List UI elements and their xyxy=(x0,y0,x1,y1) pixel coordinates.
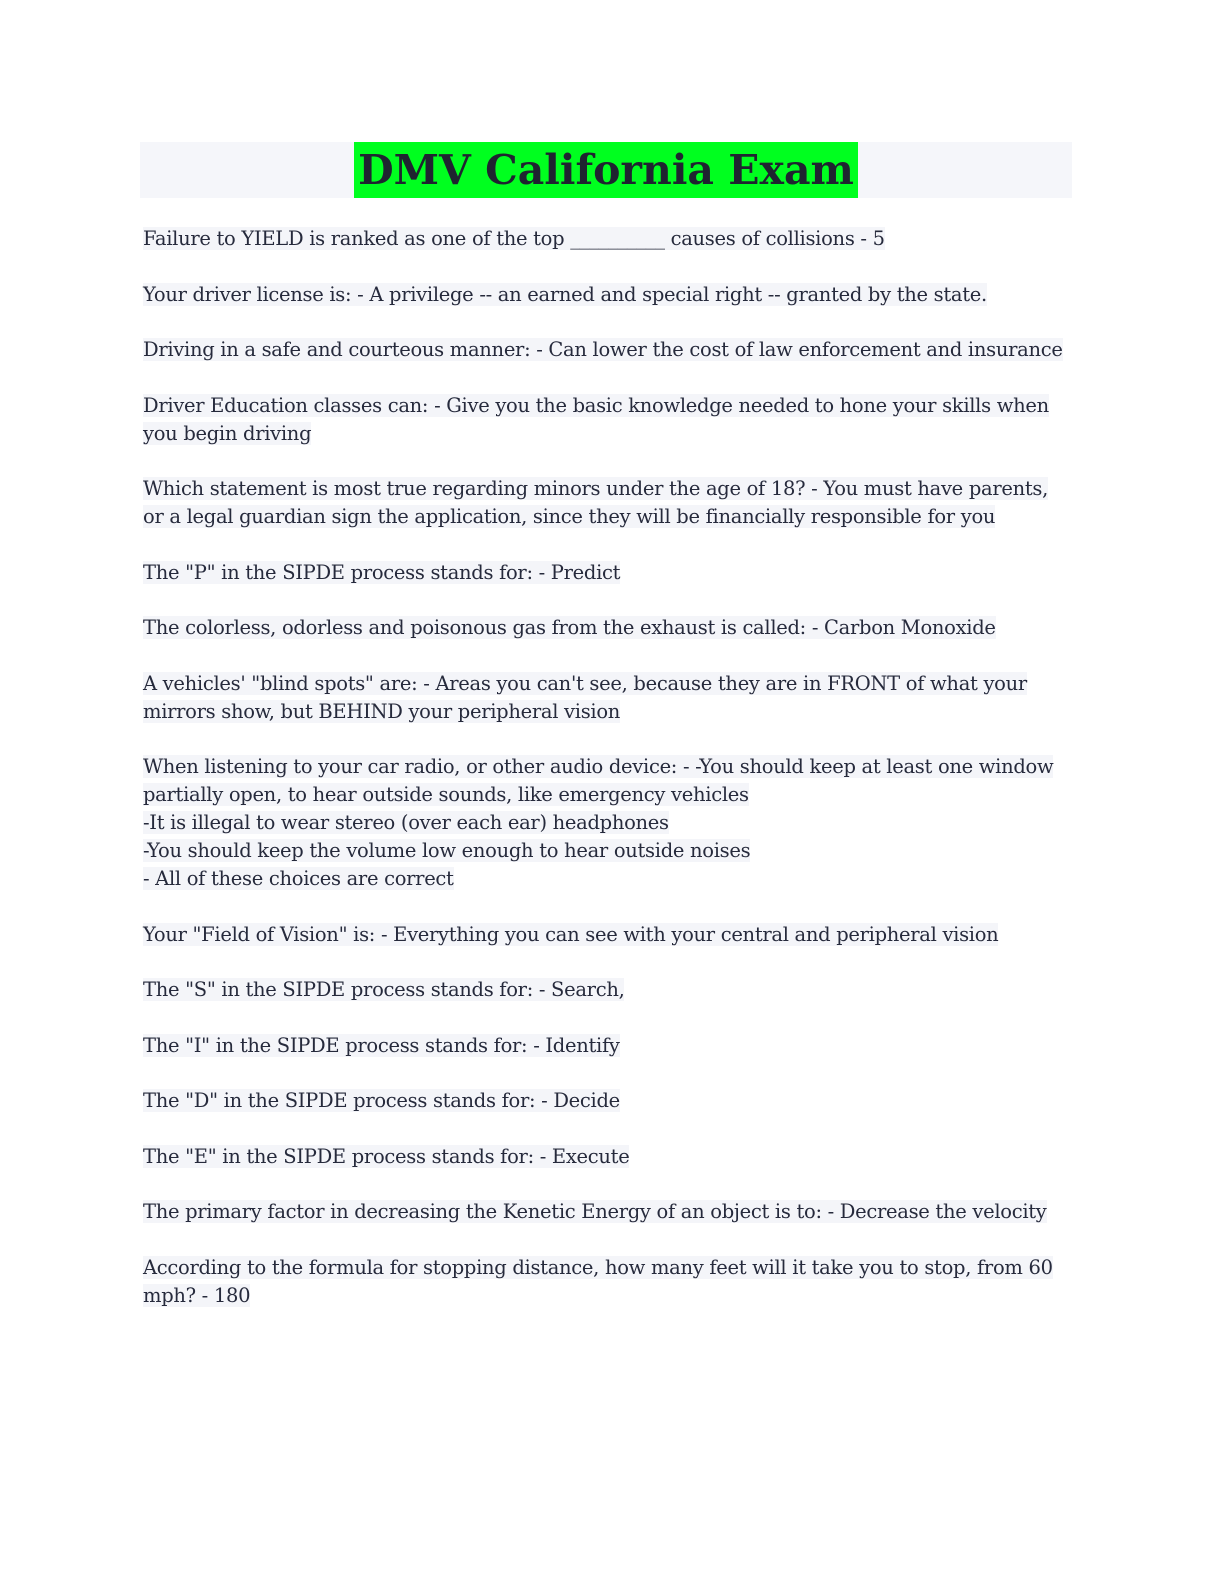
qa-item xyxy=(143,225,1072,253)
qa-item xyxy=(143,1254,1072,1310)
qa-item xyxy=(143,281,1072,309)
qa-text: The "E" in the SIPDE process stands for: - Execute xyxy=(143,1144,630,1168)
qa-text: The "S" in the SIPDE process stands for: - Search, xyxy=(143,978,625,1001)
qa-text: Which statement is most true regarding minors under the age of 18? - You must have parents, or a legal guardian sign the application, since they will be financially responsible for you xyxy=(143,477,1048,528)
qa-item xyxy=(143,336,1072,364)
qa-list xyxy=(140,225,1072,1310)
document-page xyxy=(140,142,1072,1337)
qa-item xyxy=(143,1032,1072,1060)
qa-text: The "D" in the SIPDE process stands for: - Decide xyxy=(143,1089,620,1112)
qa-text: Driving in a safe and courteous manner: - Can lower the cost of law enforcement and insurance xyxy=(143,338,1063,361)
qa-text: The colorless, odorless and poisonous gas from the exhaust is called: - Carbon Monoxide xyxy=(143,616,996,639)
qa-text: Your "Field of Vision" is: - Everything you can see with your central and peripheral vision xyxy=(143,922,999,946)
qa-item xyxy=(143,1143,1072,1171)
qa-text: The "P" in the SIPDE process stands for: - Predict xyxy=(143,560,621,584)
qa-item xyxy=(143,475,1072,531)
qa-item xyxy=(143,392,1072,448)
qa-item xyxy=(143,614,1072,642)
qa-text: Your driver license is: - A privilege -- an earned and special right -- granted by the state. xyxy=(143,282,987,306)
qa-text: Failure to YIELD is ranked as one of the top __________ causes of collisions - 5 xyxy=(143,227,885,250)
qa-item xyxy=(143,753,1072,893)
qa-text: According to the formula for stopping distance, how many feet will it take you to stop, from 60 mph? - 180 xyxy=(143,1255,1053,1307)
qa-item xyxy=(143,976,1072,1004)
qa-text: The "I" in the SIPDE process stands for: - Identify xyxy=(143,1033,620,1057)
qa-item xyxy=(143,921,1072,949)
qa-item xyxy=(143,1198,1072,1226)
title-bar xyxy=(140,142,1072,198)
qa-item xyxy=(143,1087,1072,1115)
qa-text: Driver Education classes can: - Give you the basic knowledge needed to hone your skills when you begin driving xyxy=(143,393,1049,445)
qa-text: A vehicles' "blind spots" are: - Areas you can't see, because they are in FRONT of what your mirrors show, but BEHIND your peripheral vision xyxy=(143,671,1027,723)
qa-item xyxy=(143,559,1072,587)
qa-text: The primary factor in decreasing the Kenetic Energy of an object is to: - Decrease the velocity xyxy=(143,1200,1047,1223)
qa-text: When listening to your car radio, or other audio device: - -You should keep at least one window partially open, to hear outside sounds, like emergency vehicles -It is illegal to wear stereo (over each ear) headphones -You should keep the volume low enough to hear outside noises - All of these choices are correct xyxy=(143,755,1054,890)
qa-item xyxy=(143,670,1072,726)
document-title: DMV California Exam xyxy=(354,142,858,198)
